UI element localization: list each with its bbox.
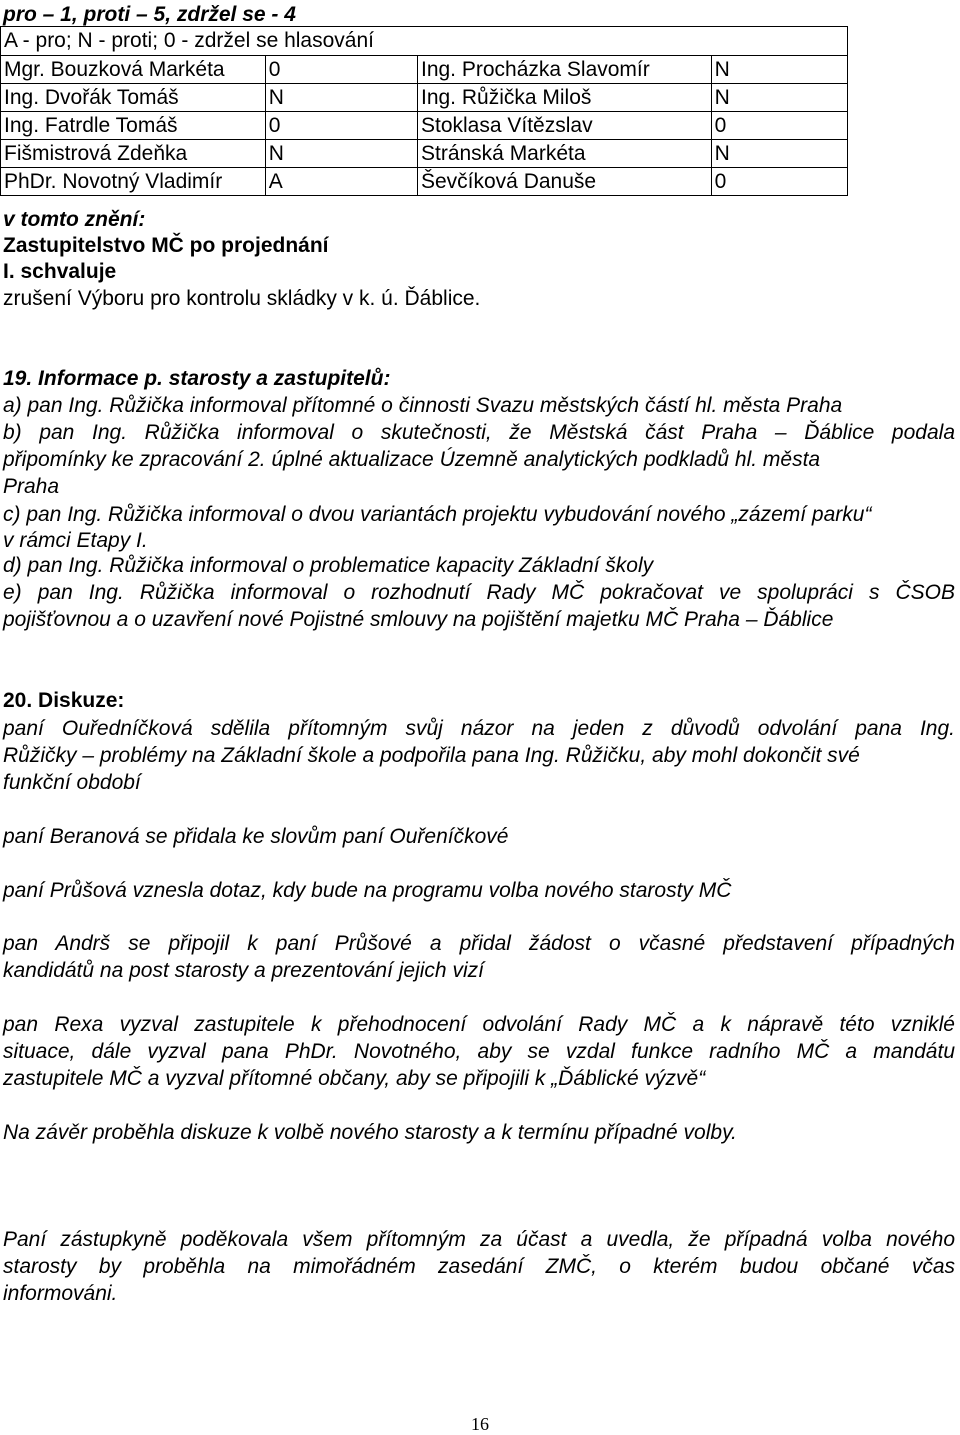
member-vote: N [711, 56, 847, 84]
member-name: Ing. Fatrdle Tomáš [1, 112, 266, 140]
resolution-wording: v tomto znění: [3, 208, 146, 231]
member-vote: N [265, 140, 417, 168]
table-row [1, 112, 848, 140]
discussion-paragraph: situace, dále vyzval pana PhDr. Novotného, aby se vzdal funkce radního MČ a mandátu [3, 1040, 955, 1063]
discussion-paragraph: pan Rexa vyzval zastupitele k přehodnocení odvolání Rady MČ a k nápravě této vzniklé [3, 1013, 955, 1036]
member-name: Fišmistrová Zdeňka [1, 140, 266, 168]
member-name: Ing. Procházka Slavomír [417, 56, 711, 84]
table-row [1, 84, 848, 112]
member-vote: N [711, 84, 847, 112]
info-item: v rámci Etapy I. [3, 529, 148, 552]
info-item: b) pan Ing. Růžička informoval o skutečnosti, že Městská část Praha – Ďáblice podala [3, 421, 955, 444]
discussion-paragraph: kandidátů na post starosty a prezentování jejich vizí [3, 959, 484, 982]
discussion-paragraph: Růžičky – problémy na Základní škole a podpořila pana Ing. Růžičku, aby mohl dokončit své [3, 744, 860, 767]
page-number: 16 [471, 1414, 489, 1434]
discussion-paragraph: zastupitele MČ a vyzval přítomné občany, aby se připojili k „Ďáblické výzvě“ [3, 1067, 706, 1090]
info-item: pojišťovnou a o uzavření nové Pojistné smlouvy na pojištění majetku MČ Praha – Ďáblice [3, 608, 834, 631]
member-vote: A [265, 168, 417, 196]
info-item: Praha [3, 475, 60, 498]
member-vote: 0 [711, 168, 847, 196]
closing-paragraph: starosty by proběhla na mimořádném zasedání ZMČ, o kterém budou občané včas [3, 1255, 955, 1278]
info-item: c) pan Ing. Růžička informoval o dvou variantách projektu vybudování nového „zázemí parku“ [3, 503, 872, 526]
resolution-body: Zastupitelstvo MČ po projednání [3, 234, 329, 257]
vote-table [0, 26, 848, 196]
section-19-heading: 19. Informace p. starosty a zastupitelů: [3, 367, 391, 390]
table-row [1, 56, 848, 84]
discussion-paragraph: paní Ouředníčková sdělila přítomným svůj názor na jeden z důvodů odvolání pana Ing. [3, 717, 955, 740]
table-row [1, 168, 848, 196]
info-item: a) pan Ing. Růžička informoval přítomné o činnosti Svazu městských částí hl. města Praha [3, 394, 843, 417]
info-item: e) pan Ing. Růžička informoval o rozhodnutí Rady MČ pokračovat ve spolupráci s ČSOB [3, 581, 955, 604]
resolution-text: zrušení Výboru pro kontrolu skládky v k. ú. Ďáblice. [3, 287, 481, 310]
member-name: Ševčíková Danuše [417, 168, 711, 196]
resolution-approves: I. schvaluje [3, 260, 117, 283]
member-vote: 0 [265, 56, 417, 84]
member-vote: 0 [711, 112, 847, 140]
vote-result-header: pro – 1, proti – 5, zdržel se - 4 [3, 3, 296, 26]
discussion-paragraph: paní Beranová se přidala ke slovům paní Ouřeníčkové [3, 825, 509, 848]
member-name: Ing. Růžička Miloš [417, 84, 711, 112]
member-name: Ing. Dvořák Tomáš [1, 84, 266, 112]
member-name: Stoklasa Vítězslav [417, 112, 711, 140]
table-row [1, 140, 848, 168]
member-vote: 0 [265, 112, 417, 140]
member-vote: N [711, 140, 847, 168]
closing-paragraph: informováni. [3, 1282, 118, 1305]
section-20-heading: 20. Diskuze: [3, 689, 125, 712]
vote-legend-row [1, 27, 848, 56]
member-name: Mgr. Bouzková Markéta [1, 56, 266, 84]
discussion-paragraph: pan Andrš se připojil k paní Průšové a přidal žádost o včasné představení případných [3, 932, 955, 955]
info-item: d) pan Ing. Růžička informoval o problematice kapacity Základní školy [3, 554, 654, 577]
vote-legend: A - pro; N - proti; 0 - zdržel se hlasování [1, 27, 848, 56]
discussion-paragraph: Na závěr proběhla diskuze k volbě nového starosty a k termínu případné volby. [3, 1121, 737, 1144]
member-name: PhDr. Novotný Vladimír [1, 168, 266, 196]
discussion-paragraph: funkční období [3, 771, 141, 794]
info-item: připomínky ke zpracování 2. úplné aktualizace Územně analytických podkladů hl. města [3, 448, 821, 471]
member-vote: N [265, 84, 417, 112]
discussion-paragraph: paní Průšová vznesla dotaz, kdy bude na programu volba nového starosty MČ [3, 879, 732, 902]
closing-paragraph: Paní zástupkyně poděkovala všem přítomným za účast a uvedla, že případná volba nového [3, 1228, 955, 1251]
member-name: Stránská Markéta [417, 140, 711, 168]
